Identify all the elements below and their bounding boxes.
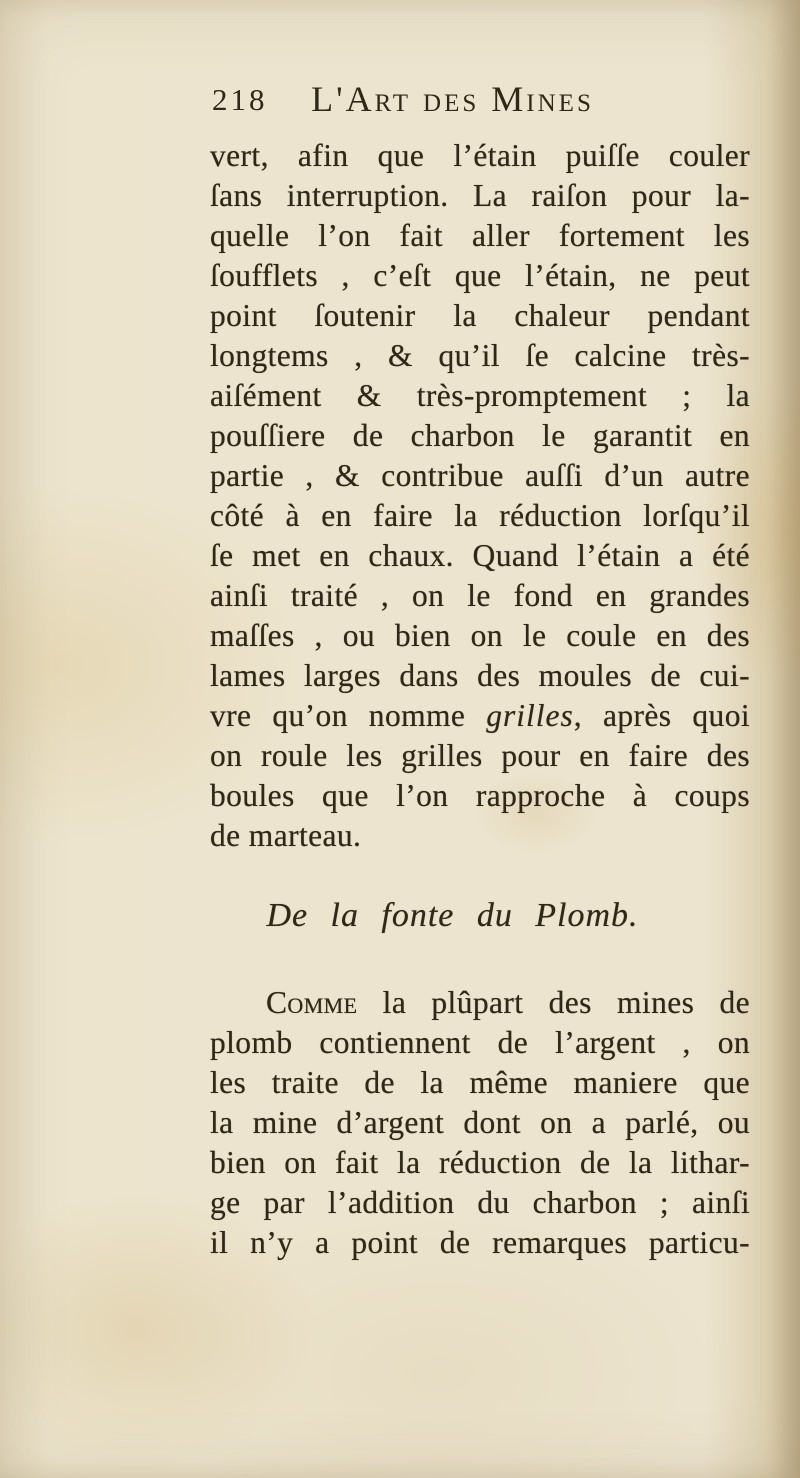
text-line: les traite de la même maniere que (210, 1065, 750, 1100)
text-line: quelle l’on fait aller fortement les (210, 218, 750, 253)
text-line: de marteau. (210, 818, 362, 853)
text-line: Comme la plûpart des mines de (266, 985, 750, 1020)
text-line: côté à en faire la réduction lorſqu’il (210, 498, 750, 533)
text-line: partie , & contribue auſſi d’un autre (210, 458, 750, 493)
paragraph-lead-smelting (210, 983, 750, 1263)
text-line: vert, afin que l’étain puiſſe couler (210, 138, 750, 173)
text-line: aiſément & très-promptement ; la (210, 378, 750, 413)
page-number: 218 (212, 82, 268, 117)
text-line: la mine d’argent dont on a parlé, ou (210, 1105, 750, 1140)
paragraph-tin-smelting (210, 136, 750, 856)
text-line: ſoufflets , c’eſt que l’étain, ne peut (210, 258, 750, 293)
text-line: on roule les grilles pour en faire des (210, 738, 750, 773)
text-line: maſſes , ou bien on le coule en des (210, 618, 750, 653)
text-line: ſe met en chaux. Quand l’étain a été (210, 538, 750, 573)
section-heading: De la fonte du Plomb. (266, 897, 639, 934)
text-line: boules que l’on rapproche à coups (210, 778, 750, 813)
running-title: L'Art des Mines (311, 79, 594, 119)
text-line: il n’y a point de remarques particu- (210, 1225, 750, 1260)
text-line: bien on fait la réduction de la lithar- (210, 1145, 750, 1180)
running-head (210, 78, 750, 122)
text-line: vre qu’on nomme grilles, après quoi (210, 698, 750, 733)
text-line: plomb contiennent de l’argent , on (210, 1025, 750, 1060)
text-line: ſans interruption. La raiſon pour la- (210, 178, 750, 213)
text-line: ge par l’addition du charbon ; ainſi (210, 1185, 750, 1220)
text-line: lames larges dans des moules de cui- (210, 658, 750, 693)
text-line: point ſoutenir la chaleur pendant (210, 298, 750, 333)
text-line: longtems , & qu’il ſe calcine très- (210, 338, 750, 373)
text-line: ainſi traité , on le fond en grandes (210, 578, 750, 613)
text-line: pouſſiere de charbon le garantit en (210, 418, 750, 453)
